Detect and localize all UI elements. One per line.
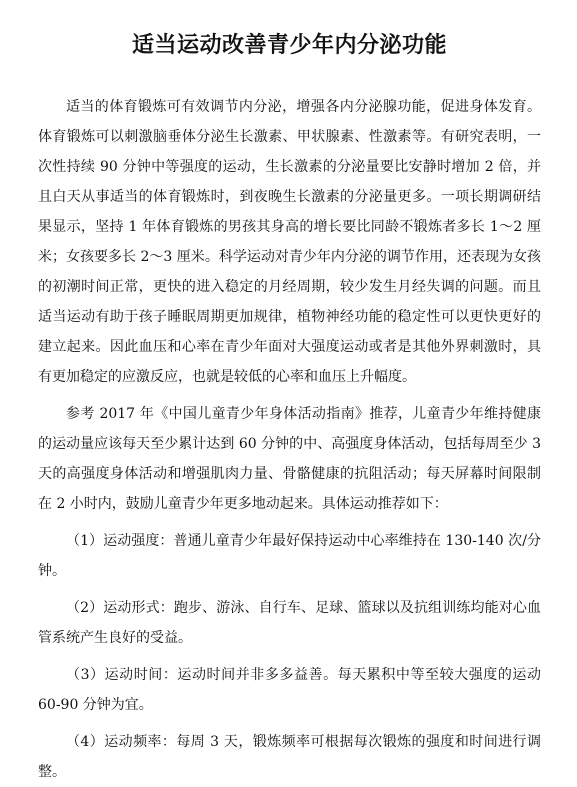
recommendation-item-form: （2）运动形式：跑步、游泳、自行车、足球、篮球以及抗组训练均能对心血管系统产生良好的受益。: [38, 600, 541, 646]
body-paragraph-1: 适当的体育锻炼可有效调节内分泌，增强各内分泌腺功能，促进身体发育。体育锻炼可以刺激脑垂体分泌生长激素、甲状腺素、性激素等。有研究表明，一次性持续 90 分钟中等强度的运动，生长激素的分泌量要比安静时增加 2 倍，并且白天从事适当的体育锻炼时，到夜晚生长激素的分泌量更多。一项长期调研结果显示，坚持 1 年体育锻炼的男孩其身高的增长要比同龄不锻炼者多长 1～2 厘米；女孩要多长 2～3 厘米。科学运动对青少年内分泌的调节作用，还表现为女孩的初潮时间正常，更快的进入稳定的月经周期，较少发生月经失调的问题。而且适当运动有助于孩子睡眠周期更加规律，植物神经功能的稳定性可以更快更好的建立起来。因此血压和心率在青少年面对大强度运动或者是其他外界刺激时，具有更加稳定的应激反应，也就是较低的心率和血压上升幅度。: [38, 99, 541, 385]
document-title: 适当运动改善青少年内分泌功能: [131, 33, 447, 58]
recommendation-item-duration: （3）运动时间：运动时间并非多多益善。每天累积中等至较大强度的运动 60-90 分钟为宜。: [38, 667, 541, 713]
recommendation-item-intensity: （1）运动强度：普通儿童青少年最好保持运动中心率维持在 130-140 次/分钟。: [38, 533, 541, 579]
recommendation-item-frequency: （4）运动频率：每周 3 天，锻炼频率可根据每次锻炼的强度和时间进行调整。: [38, 734, 541, 780]
body-paragraph-2: 参考 2017 年《中国儿童青少年身体活动指南》推荐，儿童青少年维持健康的运动量应该每天至少累计达到 60 分钟的中、高强度身体活动，包括每周至少 3 天的高强度身体活动和增强肌肉力量、骨骼健康的抗阻活动；每天屏幕时间限制在 2 小时内，鼓励儿童青少年更多地动起来。具体运动推荐如下：: [38, 406, 541, 512]
